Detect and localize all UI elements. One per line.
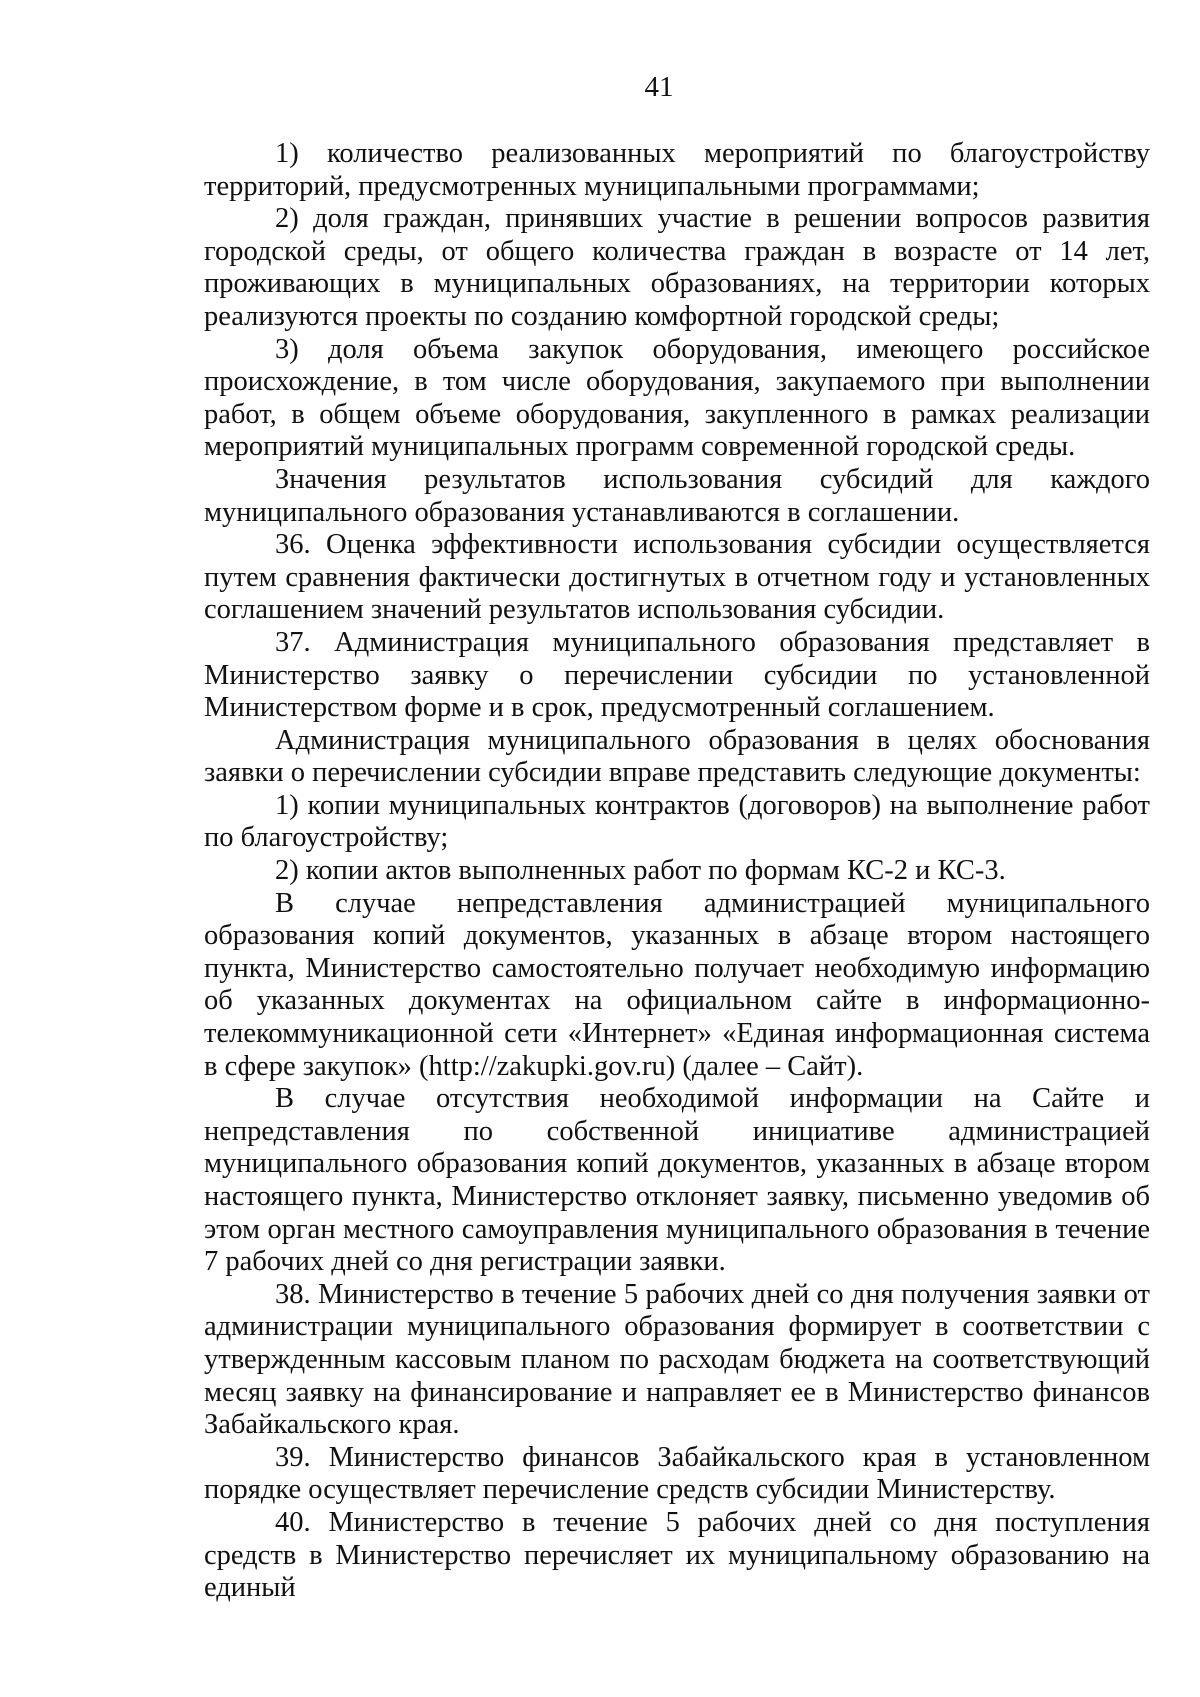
paragraph-clause-39: 39. Министерство финансов Забайкальского края в установленном порядке осуществляет перечисление средств субсидии Министерству.	[204, 1441, 1150, 1506]
paragraph-non-submission: В случае непредставления администрацией муниципального образования копий документов, указанных в абзаце втором настоящего пункта, Министерство самостоятельно получает необходимую информацию об указанных документах на официальном сайте в информационно-телекоммуникационной сети «Интернет» «Единая информационная система в сфере закупок» (http://zakupki.gov.ru) (далее – Сайт).	[204, 887, 1150, 1082]
paragraph-results-values: Значения результатов использования субсидий для каждого муниципального образования устанавливаются в соглашении.	[204, 463, 1150, 528]
paragraph-item-2: 2) доля граждан, принявших участие в решении вопросов развития городской среды, от общего количества граждан в возрасте от 14 лет, проживающих в муниципальных образованиях, на территории которых реализуются проекты по созданию комфортной городской среды;	[204, 203, 1150, 332]
paragraph-clause-40: 40. Министерство в течение 5 рабочих дней со дня поступления средств в Министерство перечисляет их муниципальному образованию на единый	[204, 1506, 1150, 1604]
paragraph-clause-36: 36. Оценка эффективности использования субсидии осуществляется путем сравнения фактически достигнутых в отчетном году и установленных соглашением значений результатов использования субсидии.	[204, 529, 1150, 626]
document-body	[204, 138, 1150, 1605]
paragraph-rejection: В случае отсутствия необходимой информации на Сайте и непредставления по собственной инициативе администрацией муниципального образования копий документов, указанных в абзаце втором настоящего пункта, Министерство отклоняет заявку, письменно уведомив об этом орган местного самоуправления муниципального образования в течение 7 рабочих дней со дня регистрации заявки.	[204, 1083, 1150, 1278]
paragraph-clause-38: 38. Министерство в течение 5 рабочих дней со дня получения заявки от администрации муниципального образования формирует в соответствии с утвержденным кассовым планом по расходам бюджета на соответствующий месяц заявку на финансирование и направляет ее в Министерство финансов Забайкальского края.	[204, 1278, 1150, 1441]
paragraph-justification: Администрация муниципального образования в целях обоснования заявки о перечислении субсидии вправе представить следующие документы:	[204, 724, 1150, 789]
paragraph-doc-item-1: 1) копии муниципальных контрактов (договоров) на выполнение работ по благоустройству;	[204, 789, 1150, 854]
page-number: 41	[644, 71, 674, 103]
paragraph-doc-item-2: 2) копии актов выполненных работ по формам КС-2 и КС-3.	[275, 855, 1006, 887]
paragraph-item-3: 3) доля объема закупок оборудования, имеющего российское происхождение, в том числе оборудования, закупаемого при выполнении работ, в общем объеме оборудования, закупленного в рамках реализации мероприятий муниципальных программ современной городской среды.	[204, 333, 1150, 463]
paragraph-item-1: 1) количество реализованных мероприятий по благоустройству территорий, предусмотренных муниципальными программами;	[204, 138, 1150, 202]
paragraph-clause-37: 37. Администрация муниципального образования представляет в Министерство заявку о перечислении субсидии по установленной Министерством форме и в срок, предусмотренный соглашением.	[204, 626, 1150, 724]
